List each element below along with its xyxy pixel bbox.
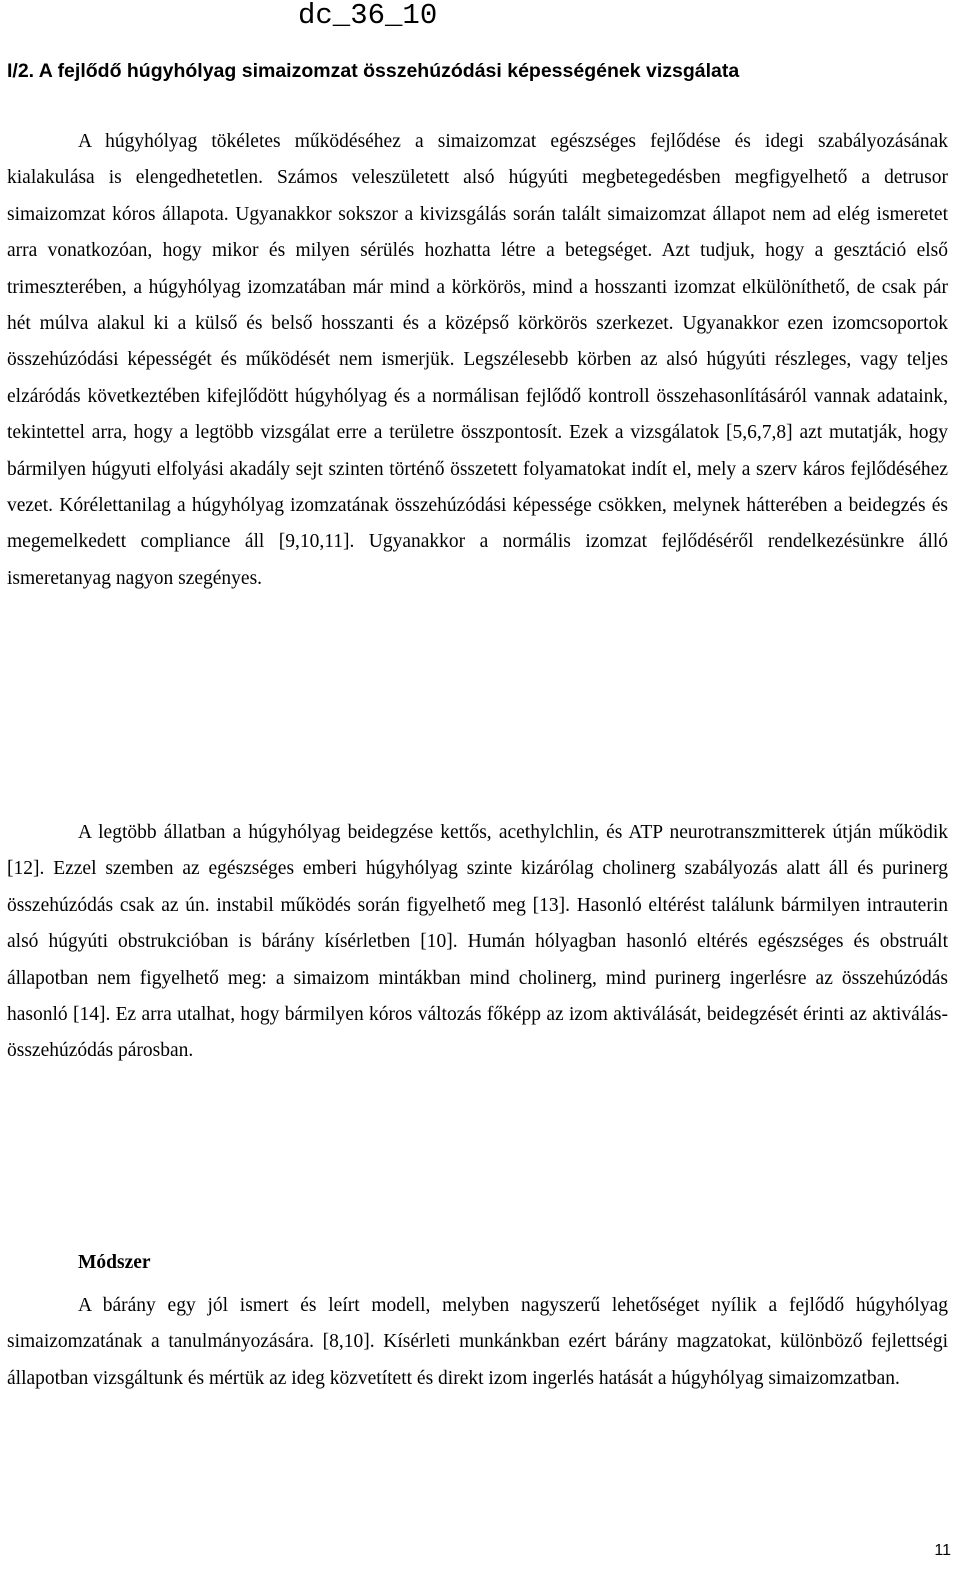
document-id-header: dc_36_10 xyxy=(298,0,438,32)
methods-paragraph: A bárány egy jól ismert és leírt modell, melyben nagyszerű lehetőséget nyílik a fejlődő húgyhólyag simaizomzatának a tanulmányozására. [8,10]. Kísérleti munkánkban ezért bárány magzatokat, különböző fejlettségi állapotban vizsgáltunk és mértük az ideg közvetített és direkt izom ingerlés hatását a húgyhólyag simaizomzatban. xyxy=(7,1295,948,1389)
body-paragraph: A húgyhólyag tökéletes működéséhez a simaizomzat egészséges fejlődése és idegi szabályozásának kialakulása is elengedhetetlen. Számos veleszületett alsó húgyúti megbetegedésben megfigyelhető a detrusor simaizomzat kóros állapota. Ugyanakkor sokszor a kivizsgálás során talált simaizomzat állapot nem ad elég ismeretet arra vonatkozóan, hogy mikor és milyen sérülés hozhatta létre a betegséget. Azt tudjuk, hogy a gesztáció első trimeszterében, a húgyhólyag izomzatában már mind a körkörös, mind a hosszanti izomzat elkülöníthető, de csak pár hét múlva alakul ki a külső és belső hosszanti és a középső körkörös szerkezet. Ugyanakkor ezen izomcsoportok összehúzódási képességét és működését nem ismerjük. Legszélesebb körben az alsó húgyúti részleges, vagy teljes elzáródás következtében kifejlődött húgyhólyag és a normálisan fejlődő kontroll összehasonlításáról vannak adataink, tekintettel arra, hogy a legtöbb vizsgálat erre a területre összpontosít. Ezek a vizsgálatok [5,6,7,8] azt mutatják, hogy bármilyen húgyuti elfolyási akadály sejt szinten történő összetett folyamatokat indít el, mely a szerv káros fejlődéséhez vezet. Kórélettanilag a húgyhólyag izomzatának összehúzódási képessége csökken, melynek hátterében a beidegzés és megemelkedett compliance áll [9,10,11]. Ugyanakkor a normális izomzat fejlődéséről rendelkezésünkre álló ismeretanyag nagyon szegényes. xyxy=(7,131,948,589)
page-number: 11 xyxy=(934,1542,951,1559)
methods-title: Módszer xyxy=(78,1252,151,1273)
section-heading: I/2. A fejlődő húgyhólyag simaizomzat összehúzódási képességének vizsgálata xyxy=(7,60,740,82)
body-paragraph: A legtöbb állatban a húgyhólyag beidegzése kettős, acethylchlin, és ATP neurotranszmitterek útján működik [12]. Ezzel szemben az egészséges emberi húgyhólyag szinte kizárólag cholinerg szabályozás alatt áll és purinerg összehúzódás csak az ún. instabil működés során figyelhető meg [13]. Hasonló eltérést találunk bármilyen intrauterin alsó húgyúti obstrukcióban is bárány kísérletben [10]. Humán hólyagban hasonló eltérés egészséges és obstruált állapotban nem figyelhető meg: a simaizom mintákban mind cholinerg, mind purinerg ingerlésre az összehúzódás hasonló [14]. Ez arra utalhat, hogy bármilyen kóros változás főképp az izom aktiválását, beidegzését érinti az aktiválás-összehúzódás párosban. xyxy=(7,822,948,1062)
